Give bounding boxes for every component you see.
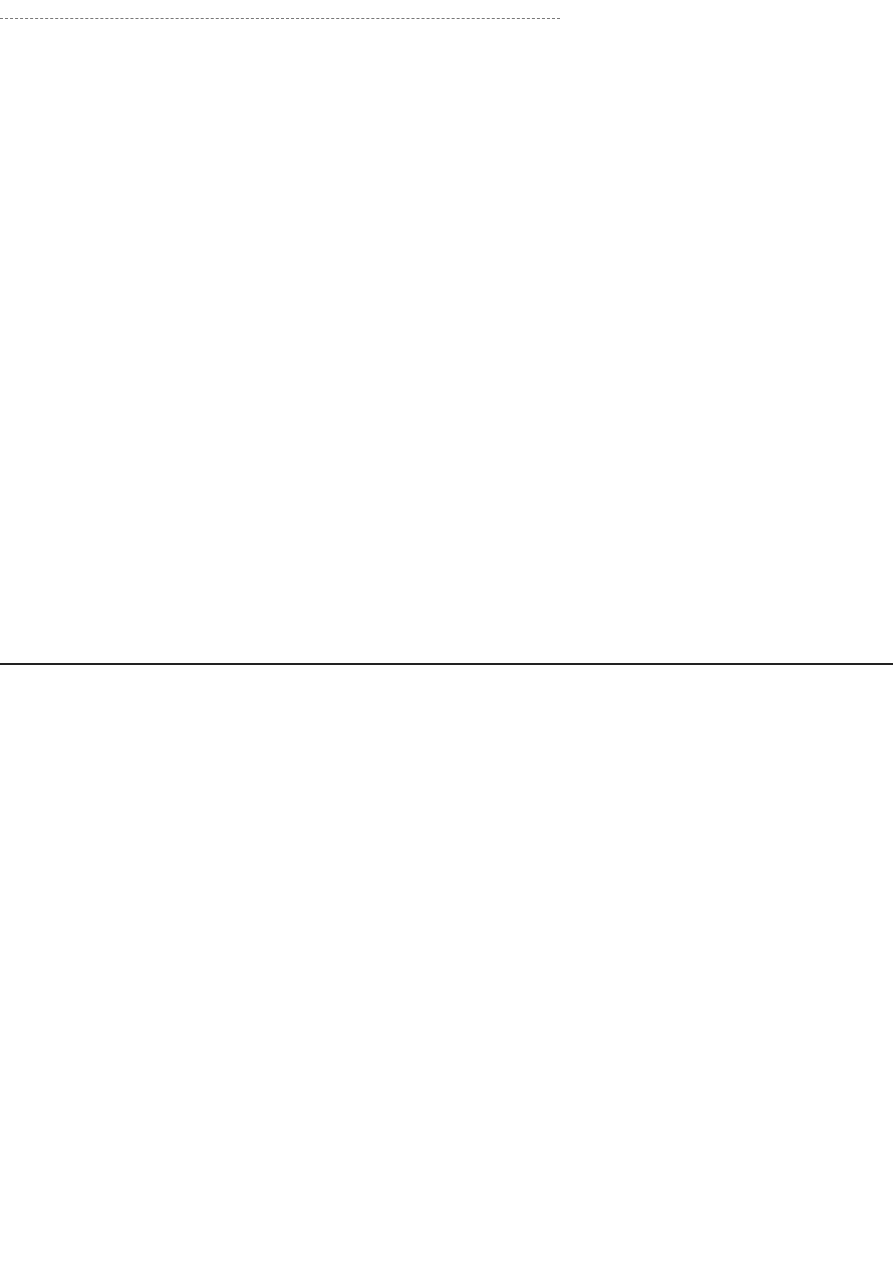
scan-artifact-line — [0, 18, 560, 19]
page-divider — [0, 663, 893, 665]
